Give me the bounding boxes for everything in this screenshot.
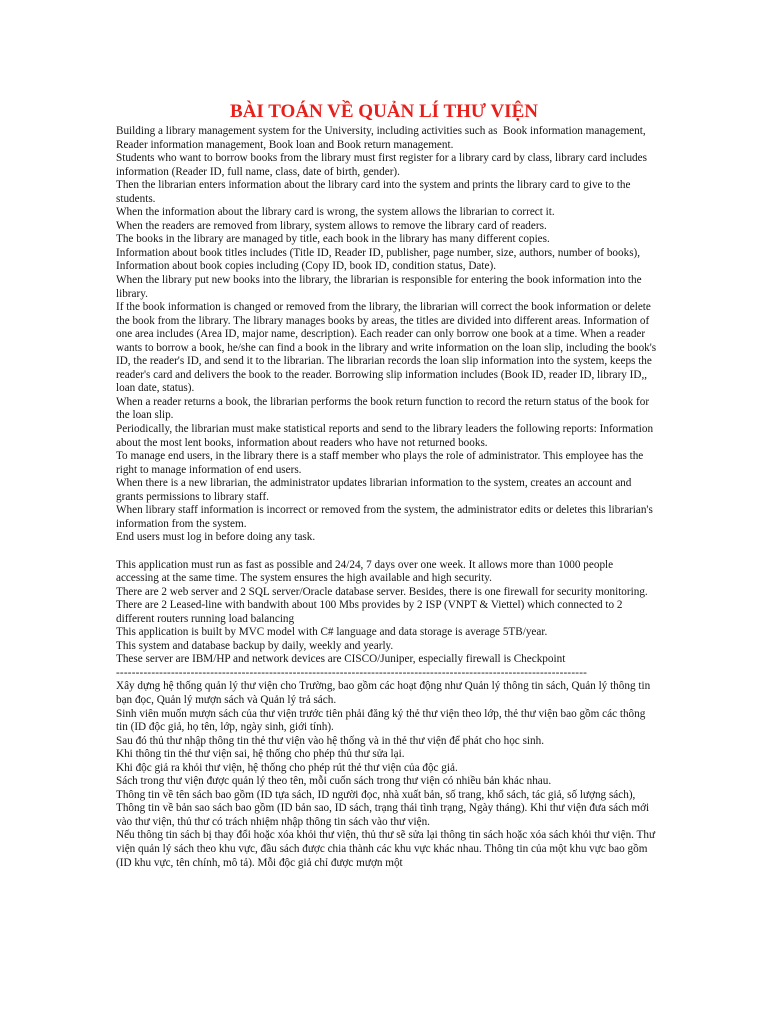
paragraph: Khi thông tin thẻ thư viện sai, hệ thống cho phép thủ thư sửa lại. (116, 748, 405, 761)
paragraph: When the library put new books into the library, the librarian is responsible for entering the book information into the library. (116, 274, 645, 300)
paragraph: End users must log in before doing any task. (116, 531, 316, 544)
separator-line: ------------------------------------------------------------------------------------------------------------------------ (116, 666, 588, 679)
paragraph: There are 2 Leased-line with bandwith about 100 Mbs provides by 2 ISP (VNPT & Viettel) which connected to 2 different routers running load balancing (116, 599, 626, 625)
paragraph: This application must run as fast as possible and 24/24, 7 days over one week. It allows more than 1000 people accessing at the same time. The system ensures the high available and high security. (116, 558, 616, 585)
paragraph: Sau đó thủ thư nhập thông tin thẻ thư viện vào hệ thống và in thẻ thư viện để phát cho học sinh. (116, 734, 545, 747)
paragraph: This system and database backup by daily, weekly and yearly. (116, 639, 394, 652)
paragraph (116, 545, 658, 559)
paragraph: Periodically, the librarian must make statistical reports and send to the library leaders the following reports: Information about the most lent books, information about readers who have not returned books. (116, 423, 656, 449)
paragraph: Nếu thông tin sách bị thay đổi hoặc xóa khỏi thư viện, thủ thư sẽ sửa lại thông tin sách hoặc xóa sách khỏi thư viện. Thư viện quản lý sách theo khu vực, đầu sách được chia thành các khu vực khác nhau. Thông tin của một khu vực bao gồm (ID khu vực, tên chính, mô tả). Mỗi độc giả chỉ được mượn một (116, 829, 658, 869)
paragraph: When a reader returns a book, the librarian performs the book return function to record the return status of the book for the loan slip. (116, 395, 652, 422)
paragraph: Khi độc giả ra khỏi thư viện, hệ thống cho phép rút thẻ thư viện của độc giả. (116, 761, 458, 774)
paragraph: Information about book titles includes (Title ID, Reader ID, publisher, page number, size, authors, number of books), Information about book copies including (Copy ID, book ID, condition status, Date). (116, 246, 643, 273)
paragraph: If the book information is changed or removed from the library, the librarian will correct the book information or delete the book from the library. The library manages books by areas, the titles are divided into different areas. Information of one area includes (Area ID, major name, description). Each reader can only borrow one book at a time. When a reader wants to borrow a book, he/she can find a book in the library and write information on the loan slip, including the book's ID, the reader's ID, and send it to the librarian. The librarian records the loan slip information into the system, keeps the reader's card and delivers the book to the reader. Borrowing slip information includes (Book ID, reader ID, library ID,, loan date, status). (116, 301, 659, 395)
paragraph: Sách trong thư viện được quản lý theo tên, mỗi cuốn sách trong thư viện có nhiều bản khác nhau. (116, 775, 552, 788)
paragraph: When the readers are removed from library, system allows to remove the library card of readers. (116, 219, 547, 232)
paragraph: There are 2 web server and 2 SQL server/Oracle database server. Besides, there is one firewall for security monitoring. (116, 585, 648, 598)
paragraph: Xây dựng hệ thống quản lý thư viện cho Trường, bao gồm các hoạt động như Quản lý thông tin sách, Quản lý thông tin bạn đọc, Quản lý mượn sách và Quản lý trả sách. (116, 680, 653, 706)
paragraph: Students who want to borrow books from the library must first register for a library card by class, library card includes information (Reader ID, full name, class, date of birth, gender). (116, 152, 650, 178)
document-title: BÀI TOÁN VỀ QUẢN LÍ THƯ VIỆN (230, 101, 538, 122)
paragraph: When library staff information is incorrect or removed from the system, the administrator edits or deletes this librarian's information from the system. (116, 504, 656, 530)
paragraph: The books in the library are managed by title, each book in the library has many different copies. (116, 233, 550, 246)
paragraph: Sinh viên muốn mượn sách của thư viện trước tiên phải đăng ký thẻ thư viện theo lớp, thẻ thư viện bao gồm các thông tin (ID độc giả, họ tên, lớp, ngày sinh, giới tính). (116, 707, 649, 734)
paragraph: To manage end users, in the library there is a staff member who plays the role of administrator. This employee has the right to manage information of end users. (116, 450, 647, 476)
paragraph: This application is built by MVC model with C# language and data storage is average 5TB/year. (116, 626, 548, 639)
document-body (116, 125, 658, 870)
paragraph: Building a library management system for the University, including activities such as Book information management, Reader information management, Book loan and Book return management. (116, 125, 649, 151)
paragraph: Thông tin về tên sách bao gồm (ID tựa sách, ID người đọc, nhà xuất bản, số trang, khổ sách, tác giả, số lượng sách), Thông tin về bản sao sách bao gồm (ID bản sao, ID sách, trạng thái tình trạng, Ngày tháng). Khi thư viện đưa sách mới vào thư viện, thủ thư có trách nhiệm nhập thông tin sách vào thư viện. (116, 788, 652, 828)
paragraph: When the information about the library card is wrong, the system allows the librarian to correct it. (116, 206, 555, 219)
paragraph: These server are IBM/HP and network devices are CISCO/Juniper, especially firewall is Checkpoint (116, 653, 566, 666)
paragraph: Then the librarian enters information about the library card into the system and prints the library card to give to the students. (116, 179, 634, 205)
paragraph: When there is a new librarian, the administrator updates librarian information to the system, creates an account and grants permissions to library staff. (116, 477, 635, 503)
